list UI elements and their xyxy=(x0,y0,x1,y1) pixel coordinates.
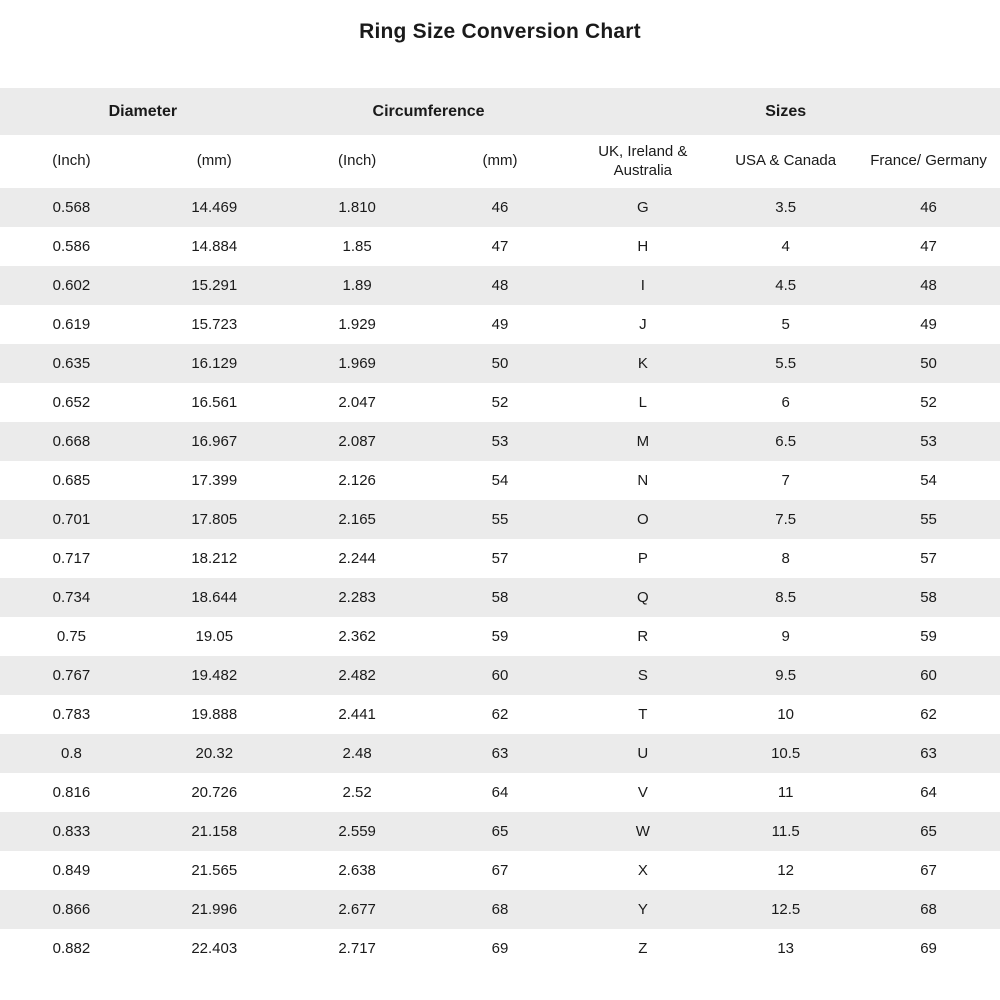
table-cell: 20.32 xyxy=(195,745,234,762)
table-cell: 57 xyxy=(920,550,937,567)
table-cell: 0.816 xyxy=(52,784,91,801)
table-cell: 12 xyxy=(777,862,795,879)
table-cell: 67 xyxy=(491,862,509,879)
table-cell: 2.087 xyxy=(338,433,376,450)
table-cell: 65 xyxy=(920,823,937,840)
table-cell: 14.884 xyxy=(191,238,238,255)
table-cell: 54 xyxy=(491,472,509,489)
table-cell: 0.619 xyxy=(52,316,91,333)
group-header-sizes: Sizes xyxy=(571,88,1000,135)
table-cell: 0.568 xyxy=(52,199,91,216)
table-cell: 53 xyxy=(920,433,937,450)
table-cell: 2.126 xyxy=(338,472,376,489)
table-cell: 19.05 xyxy=(195,628,234,645)
table-cell: H xyxy=(637,238,649,255)
table-cell: 21.996 xyxy=(191,901,238,918)
table-cell: 46 xyxy=(491,199,509,216)
table-cell: 6.5 xyxy=(775,433,797,450)
table-cell: 2.362 xyxy=(338,628,376,645)
table-cell: 49 xyxy=(920,316,937,333)
table-cell: 49 xyxy=(491,316,509,333)
table-row xyxy=(0,383,1000,422)
table-cell: 2.48 xyxy=(342,745,372,762)
column-header-uk-ireland-australia: UK, Ireland & Australia xyxy=(571,135,714,188)
table-cell: 8.5 xyxy=(775,589,797,606)
table-cell: 0.8 xyxy=(60,745,82,762)
table-row xyxy=(0,422,1000,461)
table-cell: 1.969 xyxy=(338,355,376,372)
table-cell: 0.833 xyxy=(52,823,91,840)
table-cell: P xyxy=(637,550,648,567)
table-cell: 0.602 xyxy=(52,277,91,294)
table-cell: 47 xyxy=(491,238,509,255)
table-cell: I xyxy=(640,277,645,294)
group-header-row xyxy=(0,88,1000,135)
table-cell: 16.561 xyxy=(191,394,238,411)
table-cell: 18.644 xyxy=(191,589,238,606)
table-cell: 2.677 xyxy=(338,901,376,918)
column-header-circumference-inch: (Inch) xyxy=(286,135,429,188)
table-cell: 0.701 xyxy=(52,511,91,528)
table-row xyxy=(0,656,1000,695)
table-cell: 16.967 xyxy=(191,433,238,450)
table-cell: 0.668 xyxy=(52,433,91,450)
table-row xyxy=(0,461,1000,500)
table-cell: 4 xyxy=(781,238,790,255)
table-cell: 2.244 xyxy=(338,550,376,567)
table-cell: R xyxy=(637,628,649,645)
table-cell: Q xyxy=(636,589,649,606)
table-cell: 67 xyxy=(920,862,937,879)
table-cell: 65 xyxy=(491,823,509,840)
table-cell: 53 xyxy=(491,433,509,450)
table-cell: 2.52 xyxy=(342,784,372,801)
table-cell: 50 xyxy=(920,355,937,372)
table-cell: 22.403 xyxy=(191,940,238,957)
table-cell: 55 xyxy=(491,511,509,528)
table-cell: 15.723 xyxy=(191,316,238,333)
table-row xyxy=(0,188,1000,227)
column-header-row xyxy=(0,135,1000,188)
table-cell: 55 xyxy=(920,511,937,528)
ring-size-table xyxy=(0,88,1000,968)
column-header-diameter-inch: (Inch) xyxy=(0,135,143,188)
table-cell: 50 xyxy=(491,355,509,372)
table-cell: 46 xyxy=(920,199,937,216)
table-cell: K xyxy=(637,355,648,372)
table-header xyxy=(0,88,1000,188)
table-row xyxy=(0,578,1000,617)
table-cell: J xyxy=(639,316,647,333)
table-cell: 59 xyxy=(491,628,509,645)
table-row xyxy=(0,812,1000,851)
table-cell: Y xyxy=(637,901,648,918)
table-cell: 58 xyxy=(920,589,937,606)
table-cell: 20.726 xyxy=(191,784,238,801)
table-cell: T xyxy=(638,706,648,723)
table-cell: 0.586 xyxy=(52,238,91,255)
column-header-france-germany: France/ Germany xyxy=(857,135,1000,188)
table-row xyxy=(0,227,1000,266)
table-cell: 68 xyxy=(491,901,509,918)
group-header-circumference: Circumference xyxy=(286,88,572,135)
group-header-diameter: Diameter xyxy=(0,88,286,135)
table-cell: 11.5 xyxy=(771,823,800,840)
table-row xyxy=(0,734,1000,773)
table-cell: 64 xyxy=(491,784,509,801)
column-header-circumference-mm: (mm) xyxy=(429,135,572,188)
table-cell: 64 xyxy=(920,784,937,801)
table-cell: 21.158 xyxy=(191,823,238,840)
table-cell: 2.638 xyxy=(338,862,376,879)
table-cell: 19.482 xyxy=(191,667,238,684)
table-cell: 7 xyxy=(781,472,790,489)
table-cell: 15.291 xyxy=(191,277,238,294)
table-cell: 69 xyxy=(491,940,509,957)
table-cell: 69 xyxy=(920,940,937,957)
table-row xyxy=(0,929,1000,968)
table-cell: 0.783 xyxy=(52,706,91,723)
table-row xyxy=(0,890,1000,929)
table-cell: 2.482 xyxy=(338,667,376,684)
table-cell: 2.165 xyxy=(338,511,376,528)
table-cell: 60 xyxy=(491,667,509,684)
table-cell: 0.75 xyxy=(56,628,87,645)
table-cell: 19.888 xyxy=(191,706,238,723)
table-cell: 0.866 xyxy=(52,901,91,918)
table-cell: Z xyxy=(638,940,648,957)
table-cell: 18.212 xyxy=(191,550,238,567)
table-cell: 7.5 xyxy=(775,511,797,528)
page-title: Ring Size Conversion Chart xyxy=(359,20,641,43)
table-cell: 0.767 xyxy=(52,667,91,684)
table-cell: 5.5 xyxy=(775,355,797,372)
table-cell: 2.717 xyxy=(338,940,376,957)
table-row xyxy=(0,500,1000,539)
column-header-usa-canada: USA & Canada xyxy=(714,135,857,188)
table-cell: N xyxy=(637,472,649,489)
table-cell: 63 xyxy=(491,745,509,762)
table-row xyxy=(0,539,1000,578)
table-cell: 2.283 xyxy=(338,589,376,606)
column-header-diameter-mm: (mm) xyxy=(143,135,286,188)
table-cell: 0.882 xyxy=(52,940,91,957)
table-cell: V xyxy=(637,784,648,801)
table-cell: 2.047 xyxy=(338,394,376,411)
table-cell: 48 xyxy=(491,277,509,294)
table-row xyxy=(0,695,1000,734)
table-cell: 60 xyxy=(920,667,937,684)
table-cell: 2.559 xyxy=(338,823,376,840)
table-cell: 1.85 xyxy=(342,238,372,255)
table-cell: 62 xyxy=(491,706,509,723)
table-cell: 10 xyxy=(777,706,795,723)
table-cell: O xyxy=(636,511,649,528)
table-cell: 59 xyxy=(920,628,937,645)
table-cell: 9 xyxy=(781,628,790,645)
table-cell: 17.399 xyxy=(191,472,238,489)
table-cell: 5 xyxy=(781,316,790,333)
table-row xyxy=(0,305,1000,344)
table-cell: 1.89 xyxy=(342,277,372,294)
table-row xyxy=(0,344,1000,383)
table-cell: 13 xyxy=(777,940,795,957)
table-cell: M xyxy=(636,433,650,450)
table-row xyxy=(0,773,1000,812)
table-cell: 1.810 xyxy=(338,199,376,216)
table-cell: 0.849 xyxy=(52,862,91,879)
table-cell: 16.129 xyxy=(191,355,238,372)
table-cell: W xyxy=(635,823,650,840)
table-row xyxy=(0,617,1000,656)
table-cell: 68 xyxy=(920,901,937,918)
table-cell: 8 xyxy=(781,550,790,567)
table-cell: 21.565 xyxy=(191,862,238,879)
table-cell: U xyxy=(637,745,649,762)
table-row xyxy=(0,266,1000,305)
table-cell: G xyxy=(636,199,649,216)
table-cell: 3.5 xyxy=(775,199,797,216)
table-cell: 57 xyxy=(491,550,509,567)
table-cell: X xyxy=(637,862,648,879)
table-cell: 58 xyxy=(491,589,509,606)
table-body xyxy=(0,188,1000,968)
table-cell: 47 xyxy=(920,238,937,255)
table-cell: 0.734 xyxy=(52,589,91,606)
table-cell: 62 xyxy=(920,706,937,723)
table-cell: 9.5 xyxy=(775,667,797,684)
table-cell: 48 xyxy=(920,277,937,294)
table-cell: 52 xyxy=(491,394,509,411)
table-cell: 4.5 xyxy=(775,277,797,294)
table-cell: 6 xyxy=(781,394,790,411)
table-cell: 52 xyxy=(920,394,937,411)
table-cell: 0.717 xyxy=(52,550,91,567)
table-cell: 0.635 xyxy=(52,355,91,372)
table-cell: 17.805 xyxy=(191,511,238,528)
table-cell: L xyxy=(638,394,647,411)
table-cell: 54 xyxy=(920,472,937,489)
table-cell: 11 xyxy=(777,784,794,801)
table-cell: 0.652 xyxy=(52,394,91,411)
table-cell: 10.5 xyxy=(771,745,801,762)
table-row xyxy=(0,851,1000,890)
table-cell: 1.929 xyxy=(338,316,376,333)
table-cell: 2.441 xyxy=(338,706,376,723)
table-cell: 0.685 xyxy=(52,472,91,489)
table-cell: S xyxy=(637,667,648,684)
table-cell: 63 xyxy=(920,745,937,762)
table-cell: 14.469 xyxy=(191,199,238,216)
table-cell: 12.5 xyxy=(771,901,801,918)
